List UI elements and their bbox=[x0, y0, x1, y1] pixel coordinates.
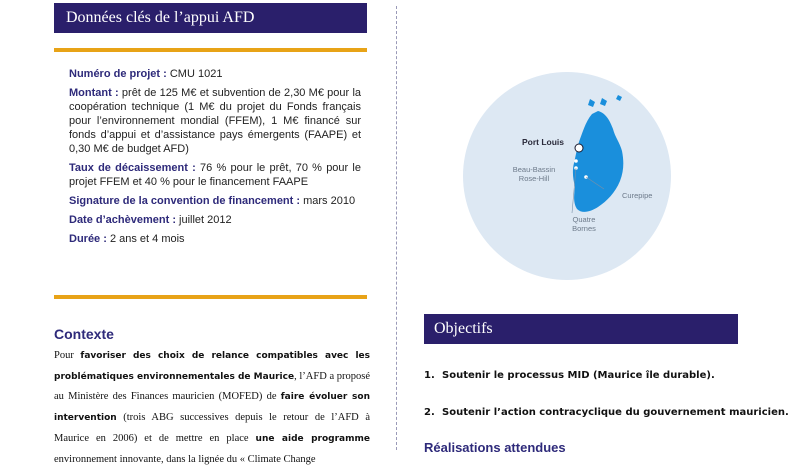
fact-disbursement: Taux de décaissement : 76 % pour le prêt, 70 % pour le projet FFEM et 40 % pour le financement FAAPE bbox=[69, 162, 361, 188]
objective-item bbox=[424, 370, 715, 381]
objective-text: Soutenir l’action contracyclique du gouvernement mauricien. bbox=[442, 407, 789, 418]
label-bornes: Bornes bbox=[572, 224, 596, 233]
objectives-header bbox=[424, 314, 738, 344]
context-paragraph: Pour favoriser des choix de relance compatibles avec les problématiques environnementales de Maurice, l’AFD a proposé au Ministère des Finances mauricien (MOFED) de faire évoluer son intervention (trois ABG successives depuis le retour de l’AFD à Maurice en 2006) et de mettre en place une aide programme environnement innovante, dans la lignée du « Climate Change bbox=[54, 350, 370, 465]
objective-item bbox=[424, 407, 789, 418]
top-gold-divider bbox=[54, 48, 367, 52]
label-port-louis: Port Louis bbox=[521, 137, 564, 147]
bottom-gold-divider bbox=[54, 295, 367, 299]
fact-amount: Montant : prêt de 125 M€ et subvention de 2,30 M€ pour la coopération technique (1 M€ du projet du Fonds français pour l’environnement mondial (FFEM), 1 M€ financé sur fonds d’appui et d’assistance pays émergents (FAAPE) et 0,30 M€ de budget AFD) bbox=[69, 87, 362, 155]
objective-number: 1. bbox=[424, 370, 435, 381]
beau-bassin-marker bbox=[574, 159, 578, 163]
key-data-title: Données clés de l’appui AFD bbox=[66, 9, 255, 26]
mauritius-map bbox=[462, 71, 672, 281]
context-heading: Contexte bbox=[54, 326, 114, 342]
expected-results-heading: Réalisations attendues bbox=[424, 440, 566, 455]
label-quatre: Quatre bbox=[572, 215, 596, 224]
map-background-circle bbox=[463, 72, 671, 280]
key-data-list bbox=[69, 67, 361, 251]
label-curepipe: Curepipe bbox=[622, 191, 653, 200]
context-bold-1: favoriser des choix de relance compatibles avec les problématiques environnementales de Maurice bbox=[54, 351, 370, 382]
fact-completion: Date d’achèvement : juillet 2012 bbox=[69, 214, 232, 226]
context-bold-2: faire évoluer son intervention bbox=[54, 392, 370, 424]
objectives-title: Objectifs bbox=[434, 320, 493, 337]
port-louis-marker bbox=[575, 144, 583, 152]
key-data-header bbox=[54, 3, 367, 33]
fact-duration: Durée : 2 ans et 4 mois bbox=[69, 233, 185, 245]
objective-text: Soutenir le processus MID (Maurice île durable). bbox=[442, 370, 715, 381]
label-beau-bassin: Beau-Bassin bbox=[512, 165, 556, 174]
fact-project-number: Numéro de projet : CMU 1021 bbox=[69, 68, 223, 80]
objective-number: 2. bbox=[424, 407, 435, 418]
context-bold-3: une aide programme bbox=[255, 433, 370, 444]
column-divider bbox=[396, 6, 398, 450]
label-rose-hill: Rose-Hill bbox=[518, 174, 550, 183]
fact-signature: Signature de la convention de financement : mars 2010 bbox=[69, 195, 356, 207]
